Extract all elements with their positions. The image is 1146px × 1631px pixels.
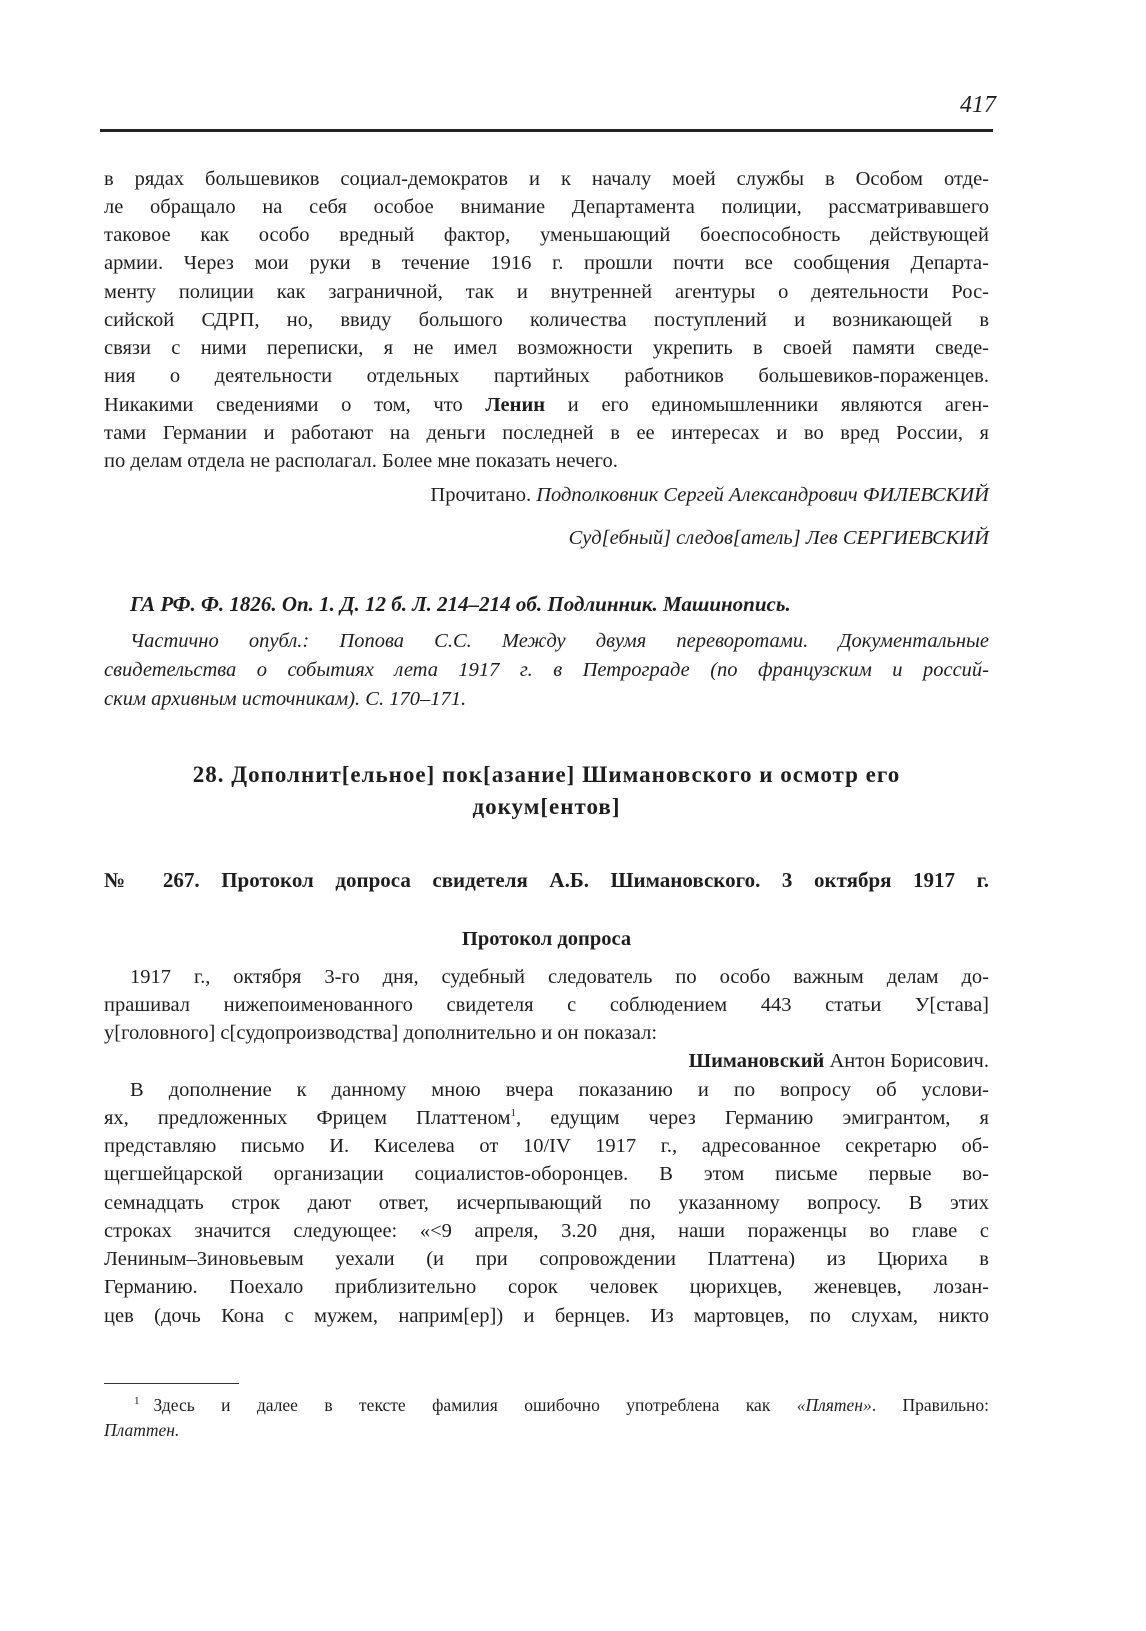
note-line: ским архивным источникам). С. 170–171. — [104, 688, 467, 710]
read-label: Прочитано. — [430, 484, 532, 506]
header-rule — [100, 129, 993, 132]
text-line: В дополнение к данному мною вчера показанию и по вопросу об услови- — [130, 1079, 989, 1101]
text-fragment: ях, предложенных Фрицем Платтеном — [104, 1107, 511, 1129]
text-line: у[головного] с[судопроизводства] дополнительно и он показал: — [104, 1022, 658, 1044]
text-fragment: и его единомышленники являются аген- — [545, 394, 989, 416]
page-number: 417 — [960, 92, 996, 118]
footnote-italic: «Плятен» — [796, 1395, 872, 1415]
text-line: щегшейцарской организации социалистов-оборонцев. В этом письме первые во- — [104, 1163, 989, 1185]
text-line: представляю письмо И. Киселева от 10/IV 1917 г., адресованное секретарю об- — [104, 1135, 989, 1157]
text-line: прашивал нижепоименованного свидетеля с соблюдением 443 статьи У[става] — [104, 994, 989, 1016]
text-line: в рядах большевиков социал-демократов и к началу моей службы в Особом отде- — [104, 168, 989, 190]
footnote-rule — [104, 1383, 239, 1384]
bold-name-lenin: Ленин — [485, 394, 546, 416]
text-line: армии. Через мои руки в течение 1916 г. прошли почти все сообщения Департа- — [104, 252, 989, 274]
text-line: ле обращало на себя особое внимание Департамента полиции, рассматривавшего — [104, 196, 989, 218]
signature-investigator: Суд[ебный] следов[атель] Лев СЕРГИЕВСКИЙ — [568, 527, 989, 549]
section-title: 28. Дополнит[ельное] пок[азание] Шимановского и осмотр его — [192, 762, 901, 787]
text-line: ния о деятельности отдельных партийных работников большевиков-пораженцев. — [104, 365, 989, 387]
footnote-reference[interactable]: 1 — [510, 1107, 516, 1120]
footnote-line: Платтен. — [104, 1420, 180, 1440]
witness-surname: Шимановский — [688, 1050, 825, 1072]
note-line: Частично опубл.: Попова С.С. Между двумя переворотами. Документальные — [130, 630, 989, 652]
document-title: № 267. Протокол допроса свидетеля А.Б. Шимановского. 3 октября 1917 г. — [104, 868, 989, 892]
note-line: свидетельства о событиях лета 1917 г. в Петрограде (по французским и россий- — [104, 659, 989, 681]
witness-given-names: Антон Борисович. — [824, 1050, 989, 1072]
document-subheading: Протокол допроса — [461, 928, 632, 950]
text-fragment: , едущим через Германию эмигрантом, я — [515, 1107, 989, 1129]
signature-witness — [430, 484, 989, 507]
text-fragment: Никакими сведениями о том, что — [104, 394, 486, 416]
text-line: строках значится следующее: «<9 апреля, 3.20 дня, наши пораженцы во главе с — [104, 1220, 989, 1242]
text-line: менту полиции как заграничной, так и внутренней агентуры о деятельности Рос- — [104, 281, 989, 303]
text-line: тами Германии и работают на деньги последней в ее интересах и во вред России, я — [104, 422, 989, 444]
text-line: Лениным–Зиновьевым уехали (и при сопровождении Платтена) из Цюриха в — [104, 1248, 989, 1270]
text-line — [104, 391, 989, 419]
text-line: сийской СДРП, но, ввиду большого количества поступлений и возникающей в — [104, 309, 989, 331]
footnote-text: . Правильно: — [871, 1395, 990, 1415]
text-line: 1917 г., октября 3-го дня, судебный следователь по особо важным делам до- — [130, 966, 989, 988]
text-line: таковое как особо вредный фактор, уменьшающий боеспособность действующей — [104, 224, 989, 246]
footnote-text: Здесь и далее в тексте фамилия ошибочно употреблена как — [153, 1395, 797, 1415]
text-line — [104, 1104, 989, 1132]
footnote-line — [104, 1395, 989, 1416]
text-line: цев (дочь Кона с мужем, наприм[ер]) и бернцев. Из мартовцев, по слухам, никто — [104, 1305, 989, 1327]
text-line: семнадцать строк дают ответ, исчерпывающий по указанному вопросу. В этих — [104, 1192, 989, 1214]
text-line: связи с ними переписки, я не имел возможности укрепить в своей памяти сведе- — [104, 337, 989, 359]
text-line: по делам отдела не располагал. Более мне показать нечего. — [104, 450, 618, 472]
section-title-cont: докум[ентов] — [472, 794, 621, 819]
witness-name-line — [104, 1047, 989, 1075]
footnote-marker: 1 — [134, 1395, 140, 1408]
witness-signature: Подполковник Сергей Александрович ФИЛЕВСКИЙ — [536, 484, 989, 506]
text-line: Германию. Поехало приблизительно сорок человек цюрихцев, женевцев, лозан- — [104, 1276, 989, 1298]
archive-reference: ГА РФ. Ф. 1826. Оп. 1. Д. 12 б. Л. 214–214 об. Подлинник. Машинопись. — [130, 592, 791, 616]
